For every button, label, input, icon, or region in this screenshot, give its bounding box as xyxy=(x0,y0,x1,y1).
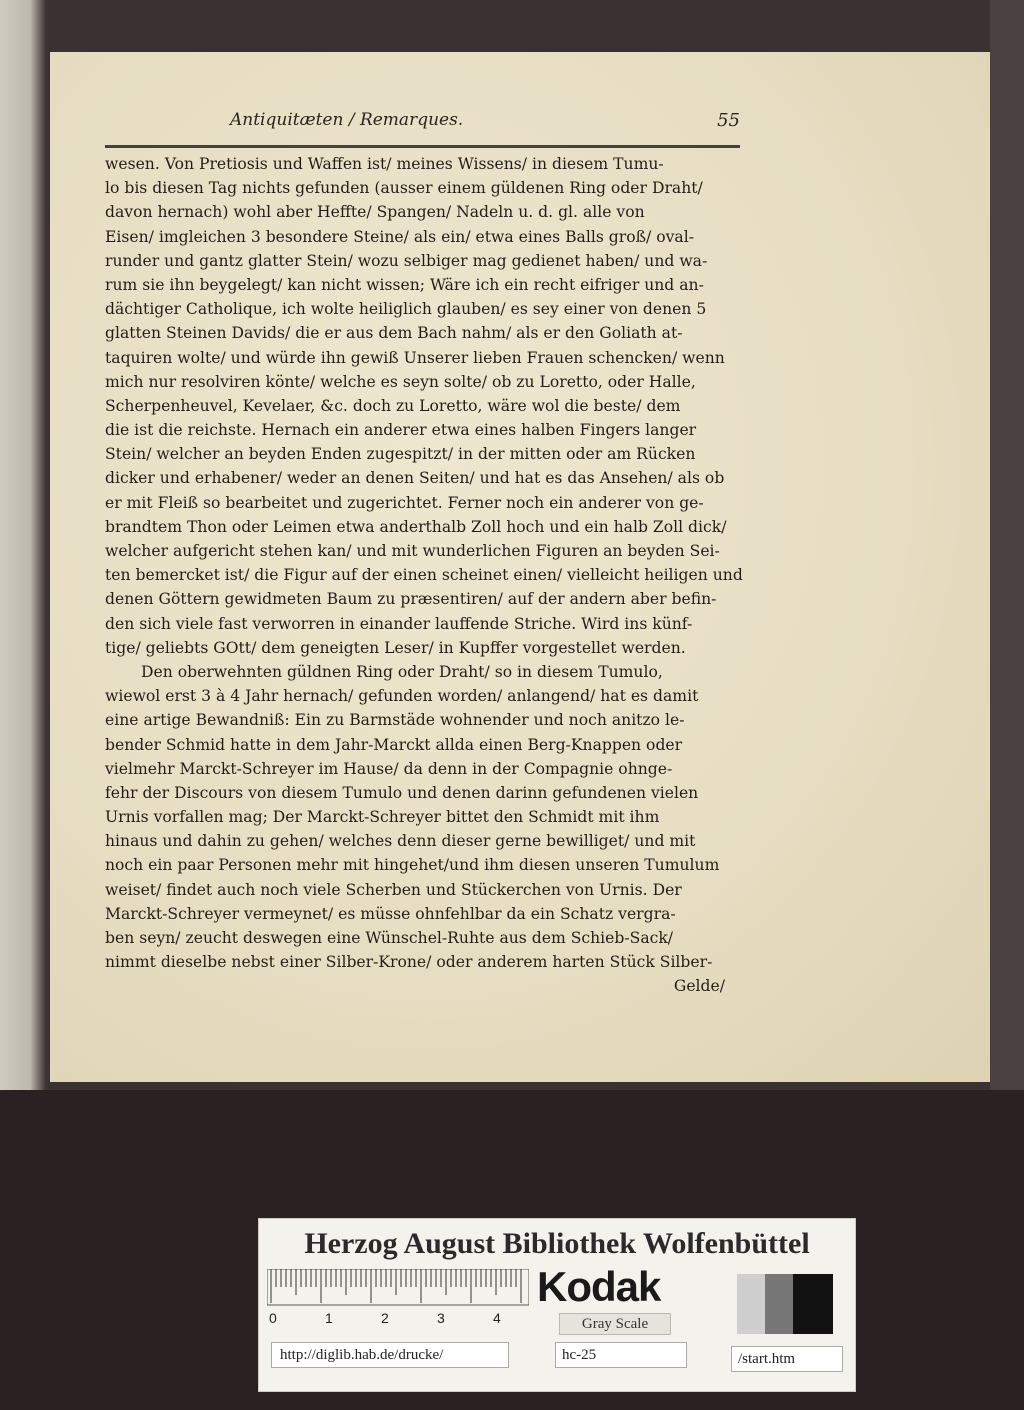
header-rule xyxy=(105,145,740,148)
text-line: runder und gantz glatter Stein/ wozu selbiger mag gedienet haben/ und wa- xyxy=(105,251,708,270)
text-line: dächtiger Catholique, ich wolte heiliglich glauben/ es sey einer von denen 5 xyxy=(105,300,707,319)
text-line: mich nur resolviren könte/ welche es seyn solte/ ob zu Loretto, oder Halle, xyxy=(105,372,696,391)
text-line: fehr der Discours von diesem Tumulo und denen darinn gefundenen vielen xyxy=(105,783,699,802)
text-line: hinaus und dahin zu gehen/ welches denn dieser gerne bewilliget/ und mit xyxy=(105,832,696,851)
ruler-label: 2 xyxy=(381,1310,389,1326)
text-line: die ist die reichste. Hernach ein anderer etwa eines halben Fingers langer xyxy=(105,421,697,440)
gray-swatch-mid xyxy=(765,1274,793,1334)
text-line: noch ein paar Personen mehr mit hingehet/und ihm diesen unseren Tumulum xyxy=(105,856,720,875)
text-line: denen Göttern gewidmeten Baum zu præsentiren/ auf der andern aber befin- xyxy=(105,590,717,609)
text-line: Marckt-Schreyer vermeynet/ es müsse ohnfehlbar da ein Schatz vergra- xyxy=(105,904,676,923)
gray-scale-label: Gray Scale xyxy=(559,1313,671,1335)
text-line: vielmehr Marckt-Schreyer im Hause/ da denn in der Compagnie ohnge- xyxy=(105,759,673,778)
text-line: bender Schmid hatte in dem Jahr-Marckt allda einen Berg-Knappen oder xyxy=(105,735,683,754)
text-line: lo bis diesen Tag nichts gefunden (ausser einem güldenen Ring oder Draht/ xyxy=(105,179,703,198)
ruler-label: 1 xyxy=(325,1310,333,1326)
page-header xyxy=(100,110,740,144)
text-line: wesen. Von Pretiosis und Waffen ist/ meines Wissens/ in diesem Tumu- xyxy=(105,155,664,173)
text-line: welcher aufgericht stehen kan/ und mit wunderlichen Figuren an beyden Sei- xyxy=(105,542,720,560)
text-line: Den oberwehnten güldnen Ring oder Draht/ so in diesem Tumulo, xyxy=(141,662,663,681)
body-text xyxy=(105,152,745,999)
catchword: Gelde/ xyxy=(673,977,725,996)
text-line: Stein/ welcher an beyden Enden zugespitzt/ in der mitten oder am Rücken xyxy=(105,445,696,464)
text-line: Urnis vorfallen mag; Der Marckt-Schreyer bittet den Schmidt mit ihm xyxy=(105,808,660,827)
shelfmark-label: hc-25 xyxy=(555,1342,687,1368)
text-line: weiset/ findet auch noch viele Scherben und Stückerchen von Urnis. Der xyxy=(105,880,682,899)
text-line: nimmt dieselbe nebst einer Silber-Krone/ oder anderem harten Stück Silber- xyxy=(105,953,713,972)
color-target-card xyxy=(258,1218,856,1392)
gray-swatch-dark xyxy=(793,1274,833,1334)
text-line: eine artige Bewandniß: Ein zu Barmstäde wohnender und noch anitzo le- xyxy=(105,711,685,730)
text-line: rum sie ihn beygelegt/ kan nicht wissen; Wäre ich ein recht eifriger und an- xyxy=(105,275,704,294)
ruler-label: 4 xyxy=(493,1310,501,1326)
text-line: er mit Fleiß so bearbeitet und zugerichtet. Ferner noch ein anderer von ge- xyxy=(105,493,704,512)
text-line: tige/ geliebts GOtt/ dem geneigten Leser/ in Kupffer vorgestellet werden. xyxy=(105,638,686,657)
text-line: ben seyn/ zeucht deswegen eine Wünschel-Ruhte aus dem Schieb-Sack/ xyxy=(105,929,674,947)
url-label: http://diglib.hab.de/drucke/ xyxy=(271,1342,509,1368)
ruler-scale xyxy=(267,1269,529,1329)
library-title: Herzog August Bibliothek Wolfenbüttel xyxy=(304,1227,810,1260)
start-label: /start.htm xyxy=(731,1346,843,1372)
text-line: wiewol erst 3 à 4 Jahr hernach/ gefunden worden/ anlangend/ hat es damit xyxy=(105,687,699,706)
text-line: Eisen/ imgleichen 3 besondere Steine/ als ein/ etwa eines Balls groß/ oval- xyxy=(105,227,694,246)
scanner-edge xyxy=(990,0,1024,1090)
text-line: glatten Steinen Davids/ die er aus dem Bach nahm/ als er den Goliath at- xyxy=(105,324,683,343)
text-line: davon hernach) wohl aber Heffte/ Spangen/ Nadeln u. d. gl. alle von xyxy=(105,203,645,222)
ruler-label: 0 xyxy=(269,1310,277,1326)
running-title: Antiquitæten / Remarques. xyxy=(230,110,464,130)
text-line: Scherpenheuvel, Kevelaer, &c. doch zu Loretto, wäre wol die beste/ dem xyxy=(105,396,681,415)
text-line: dicker und erhabener/ weder an denen Seiten/ und hat es das Ansehen/ als ob xyxy=(105,469,725,488)
text-line: taquiren wolte/ und würde ihn gewiß Unserer lieben Frauen schencken/ wenn xyxy=(105,348,725,367)
ruler-label: 3 xyxy=(437,1310,445,1326)
text-line: den sich viele fast verworren in einander lauffende Striche. Wird ins künf- xyxy=(105,614,693,633)
kodak-logo: Kodak xyxy=(537,1263,661,1310)
gray-swatch-light xyxy=(737,1274,765,1334)
page-number: 55 xyxy=(717,110,740,131)
text-line: brandtem Thon oder Leimen etwa anderthalb Zoll hoch und ein halb Zoll dick/ xyxy=(105,517,727,536)
text-line: ten bemercket ist/ die Figur auf der einen scheinet einen/ vielleicht heiligen und xyxy=(105,566,743,585)
